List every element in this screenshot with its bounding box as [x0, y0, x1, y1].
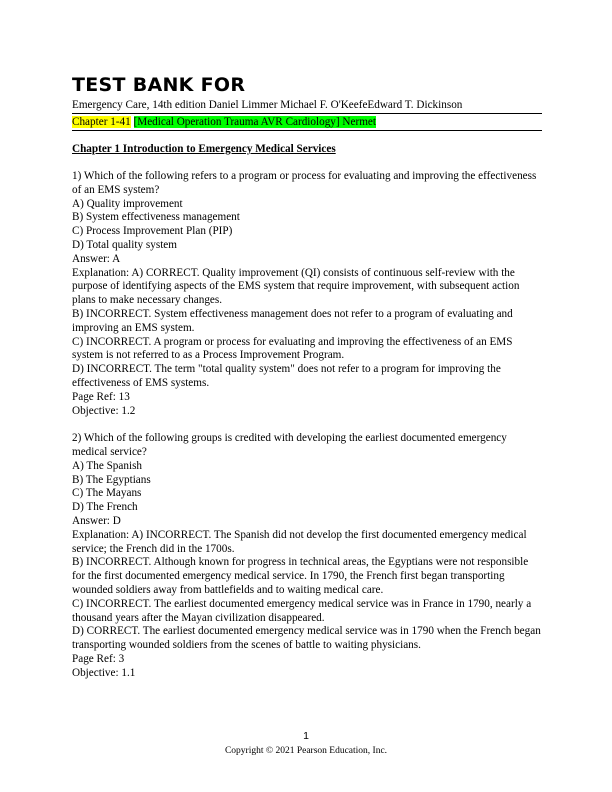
answer-key: Answer: A	[72, 252, 121, 265]
explanation: D) INCORRECT. The term "total quality system" does not refer to a program for improving the effectiveness of EMS systems.	[72, 363, 501, 389]
chapter-topics: [Medical Operation Trauma AVR Cardiology] Nermet	[133, 116, 376, 128]
chapter-range-line	[72, 116, 376, 129]
answer-option: C) Process Improvement Plan (PIP)	[72, 225, 233, 238]
explanation: Explanation: A) INCORRECT. The Spanish did not develop the first documented emergency medical service; the French did in the 1700s.	[72, 528, 527, 555]
page-number: 1	[303, 730, 309, 742]
explanation: D) CORRECT. The earliest documented emergency medical service was in 1790 when the French began transporting wounded soldiers from the scenes of battle to waiting physicians.	[72, 625, 541, 652]
answer-option: C) The Mayans	[72, 487, 142, 500]
page-ref: Page Ref: 3	[72, 652, 125, 665]
questions-body	[72, 170, 542, 680]
explanation: B) INCORRECT. Although known for progress in technical areas, the Egyptians were not responsible for the first documented emergency medical service. In 1790, the French first began transporting wounded soldiers away from battlefields and to waiting medical care.	[72, 556, 529, 596]
explanation: C) INCORRECT. The earliest documented emergency medical service was in France in 1790, nearly a thousand years after the Mayan civilization disappeared.	[72, 597, 532, 624]
explanation: Explanation: A) CORRECT. Quality improvement (QI) consists of continuous self-review with the purpose of identifying aspects of the EMS system that require improvement, with subsequent action plans to make necessary changes.	[72, 266, 520, 307]
question-stem: 1) Which of the following refers to a program or process for evaluating and improving the effectiveness of an EMS system?	[72, 170, 537, 196]
question-stem: 2) Which of the following groups is credited with developing the earliest documented emergency medical service?	[72, 432, 507, 458]
explanation: C) INCORRECT. A program or process for evaluating and improving the effectiveness of an EMS system is not referred to as a Process Improvement Program.	[72, 335, 513, 362]
explanation: B) INCORRECT. System effectiveness management does not refer to a program of evaluating and improving an EMS system.	[72, 307, 513, 334]
answer-option: D) Total quality system	[72, 238, 177, 251]
answer-option: A) The Spanish	[72, 459, 143, 472]
question-block	[72, 170, 542, 418]
objective: Objective: 1.2	[72, 404, 136, 417]
question-spacer	[72, 418, 542, 432]
document-title: TEST BANK FOR	[72, 74, 246, 96]
header-rule-top	[72, 113, 542, 114]
answer-option: A) Quality improvement	[72, 197, 183, 210]
answer-key: Answer: D	[72, 514, 121, 527]
page-ref: Page Ref: 13	[72, 390, 130, 403]
book-subtitle: Emergency Care, 14th edition Daniel Limmer Michael F. O'KeefeEdward T. Dickinson	[72, 99, 463, 111]
objective: Objective: 1.1	[72, 666, 136, 679]
answer-option: B) System effectiveness management	[72, 211, 240, 224]
chapter-heading: Chapter 1 Introduction to Emergency Medical Services	[72, 143, 336, 155]
question-block	[72, 432, 542, 680]
header-rule-bottom	[72, 130, 542, 131]
answer-option: D) The French	[72, 501, 138, 514]
chapter-range: Chapter 1-41	[72, 116, 131, 128]
copyright-notice: Copyright © 2021 Pearson Education, Inc.	[224, 746, 388, 756]
answer-option: B) The Egyptians	[72, 473, 151, 486]
